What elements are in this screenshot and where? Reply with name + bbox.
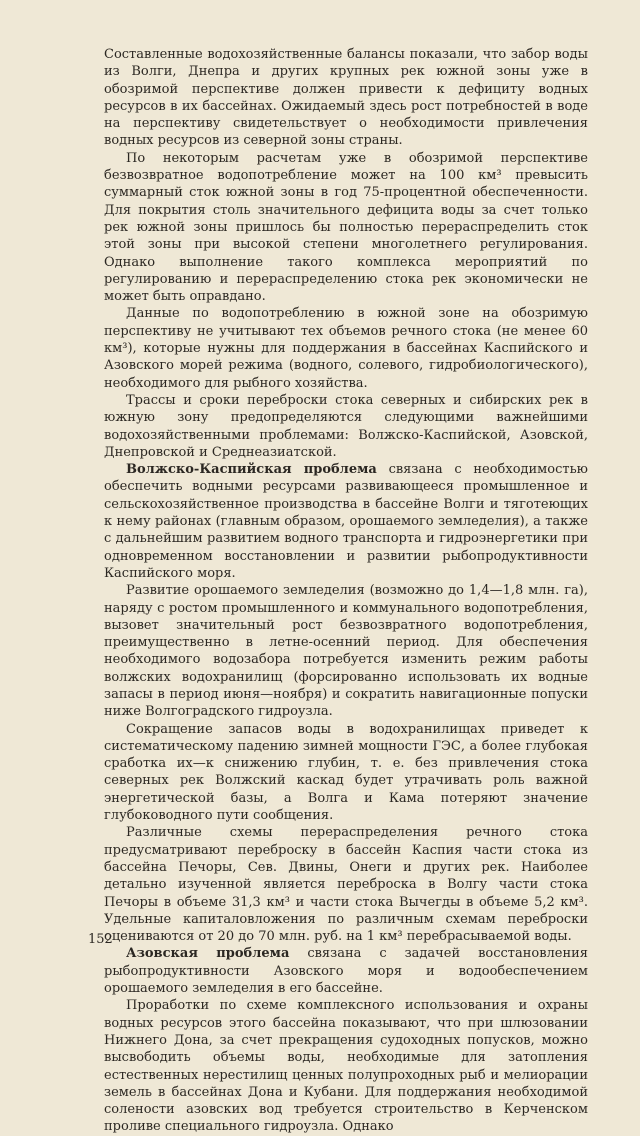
paragraph-10: Проработки по схеме комплексного использования и охраны водных ресурсов этого бассейна показывают, что при шлюзовании Нижнего Дона, за счет прекращения судоходных попусков, можно высвободить объемы воды, необходимые для затопления естественных нерестилищ ценных полупроходных рыб и мелиорации земель в бассейнах Дона и Кубани. Для поддержания необходимой солености азовских вод требуется строительство в Керченском проливе специального гидроузла. Однако [104, 998, 588, 1135]
section-heading-volga-caspian: Волжско-Каспийская проблема [126, 462, 377, 478]
paragraph-8: Различные схемы перераспределения речного стока предусматривают переброску в бассейн Каспия части стока из бассейна Печоры, Сев. Двины, Онеги и других рек. Наиболее детально изученной является переброска в Волгу части стока Печоры в объеме 31,3 км³ и части стока Вычегды в объеме 5,2 км³. Удельные капиталовложения по различным схемам переброски оцениваются от 20 до 70 млн. руб. на 1 км³ перебрасываемой воды. [104, 825, 588, 945]
text-column [104, 46, 588, 1136]
paragraph-volga-caspian: Волжско-Каспийская проблема связана с необходимостью обеспечить водными ресурсами развивающееся промышленное и сельскохозяйственное производства в бассейне Волги и тяготеющих к нему районах (главным образом, орошаемого земледелия), а также с дальнейшим развитием водного транспорта и гидроэнергетики при одновременном восстановлении и развитии рыбопродуктивности Каспийского моря. [104, 462, 588, 581]
paragraph-6: Развитие орошаемого земледелия (возможно до 1,4—1,8 млн. га), наряду с ростом промышленного и коммунального водопотребления, вызовет значительный рост безвозвратного водопотребления, преимущественно в летне-осенний период. Для обеспечения необходимого водозабора потребуется изменить режим работы волжских водохранилищ (форсированно использовать их водные запасы в период июня—ноября) и сократить навигационные попуски ниже Волгоградского гидроузла. [104, 583, 588, 720]
paragraph-4: Трассы и сроки переброски стока северных и сибирских рек в южную зону предопределяются следующими важнейшими водохозяйственными проблемами: Волжско-Каспийской, Азовской, Днепровской и Среднеазиатской. [104, 392, 588, 460]
paragraph-7: Сокращение запасов воды в водохранилищах приведет к систематическому падению зимней мощности ГЭС, а более глубокая сработка их—к снижению глубин, т. е. без привлечения стока северных рек Волжский каскад будет утрачивать роль важной энергетической базы, а Волга и Кама потеряют значение глубоководного пути сообщения. [104, 721, 588, 824]
paragraph-2: По некоторым расчетам уже в обозримой перспективе безвозвратное водопотребление может на 100 км³ превысить суммарный сток южной зоны в год 75-процентной обеспеченности. Для покрытия столь значительного дефицита воды за счет только рек южной зоны пришлось бы полностью перераспределить сток этой зоны при высокой степени многолетнего регулирования. Однако выполнение такого комплекса мероприятий по регулированию и перераспределению стока рек экономически не может быть оправдано. [104, 150, 588, 305]
page-number: 152 [88, 932, 113, 947]
section-heading-azov: Азовская проблема [126, 946, 290, 962]
paragraph-3: Данные по водопотреблению в южной зоне на обозримую перспективу не учитывают тех объемов речного стока (не менее 60 км³), которые нужны для поддержания в бассейнах Каспийского и Азовского морей режима (водного, солевого, гидробиологического), необходимого для рыбного хозяйства. [104, 306, 588, 391]
paragraph-1: Составленные водохозяйственные балансы показали, что забор воды из Волги, Днепра и других крупных рек южной зоны уже в обозримой перспективе должен привести к дефициту водных ресурсов в их бассейнах. Ожидаемый здесь рост потребностей в воде на перспективу свидетельствует о необходимости привлечения водных ресурсов из северной зоны страны. [104, 47, 588, 149]
paragraph-azov: Азовская проблема связана с задачей восстановления рыбопродуктивности Азовского моря и водообеспечением орошаемого земледелия в его бассейне. [104, 946, 589, 997]
